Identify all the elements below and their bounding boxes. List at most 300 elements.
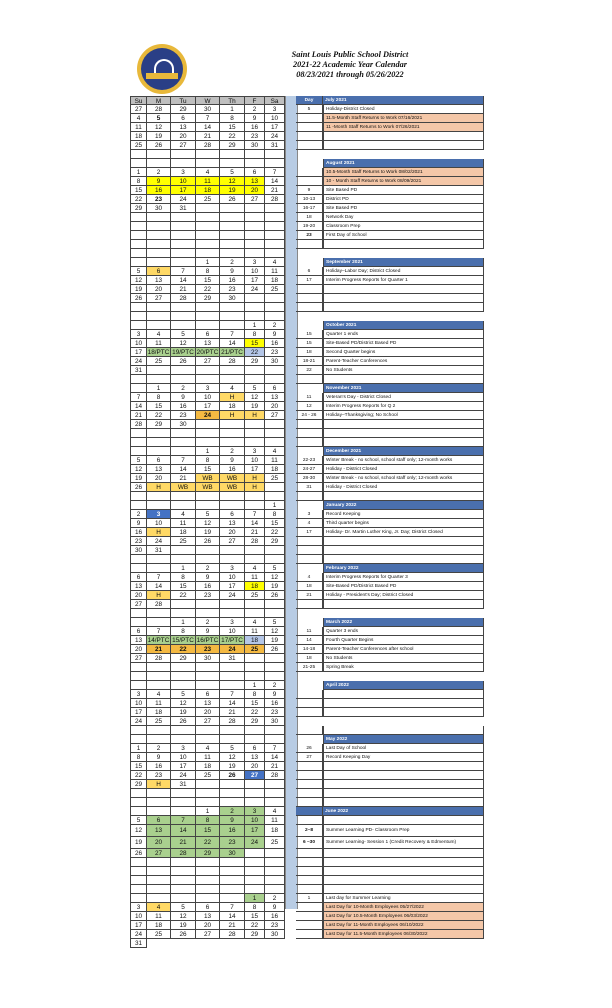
calendar-row bbox=[130, 456, 484, 465]
date-cell: 12 bbox=[130, 276, 147, 285]
date-cell bbox=[196, 231, 220, 240]
event-day bbox=[296, 438, 323, 447]
event-description: Summer Learning- Session 1 (Credit Recovery & Edmentum) bbox=[323, 837, 484, 849]
event-day: 14-18 bbox=[296, 645, 323, 654]
event-day bbox=[296, 285, 323, 294]
date-cell: 4 bbox=[196, 168, 220, 177]
date-cell: 26 bbox=[130, 294, 147, 303]
date-cell bbox=[265, 849, 285, 858]
event-day bbox=[296, 168, 323, 177]
date-cell bbox=[220, 735, 245, 744]
event-day: 18 bbox=[296, 654, 323, 663]
event-description bbox=[323, 429, 484, 438]
calendar-title bbox=[250, 50, 450, 80]
date-cell bbox=[265, 654, 285, 663]
date-cell: 20 bbox=[130, 645, 147, 654]
calendar-row bbox=[130, 798, 484, 807]
date-cell bbox=[220, 375, 245, 384]
date-cell: 4 bbox=[265, 447, 285, 456]
event-description: Veteran's Day - District Closed bbox=[323, 393, 484, 402]
weekday-label: M bbox=[147, 96, 171, 105]
date-cell bbox=[130, 885, 147, 894]
event-description: 10.5-Month Staff Returns to Work 08/02/2021 bbox=[323, 168, 484, 177]
date-cell bbox=[130, 438, 147, 447]
date-cell: 2 bbox=[130, 510, 147, 519]
event-description bbox=[323, 690, 484, 699]
date-cell: 5 bbox=[220, 744, 245, 753]
date-cell bbox=[147, 726, 171, 735]
weekday-label: Sa bbox=[265, 96, 285, 105]
date-cell: 9 bbox=[265, 690, 285, 699]
date-cell: 6 bbox=[245, 744, 265, 753]
event-day: 15 bbox=[296, 339, 323, 348]
calendar-row bbox=[130, 141, 484, 150]
date-cell bbox=[220, 312, 245, 321]
calendar-row bbox=[130, 912, 484, 921]
date-cell bbox=[220, 204, 245, 213]
date-cell bbox=[171, 492, 196, 501]
date-cell: 2 bbox=[220, 447, 245, 456]
date-cell: 28 bbox=[265, 771, 285, 780]
date-cell bbox=[265, 303, 285, 312]
date-cell bbox=[130, 807, 147, 816]
date-cell: 14 bbox=[196, 123, 220, 132]
date-cell bbox=[130, 867, 147, 876]
event-day: 3 bbox=[296, 510, 323, 519]
calendar-row bbox=[130, 690, 484, 699]
date-cell: 15 bbox=[147, 402, 171, 411]
date-cell: 27 bbox=[245, 771, 265, 780]
date-cell bbox=[147, 894, 171, 903]
date-cell bbox=[147, 303, 171, 312]
month-header: July 2021 bbox=[323, 96, 484, 105]
calendar-row bbox=[130, 789, 484, 798]
date-cell: 28 bbox=[220, 357, 245, 366]
date-cell bbox=[220, 780, 245, 789]
date-cell: 22 bbox=[171, 591, 196, 600]
date-cell bbox=[220, 438, 245, 447]
event-day bbox=[296, 141, 323, 150]
date-cell: H bbox=[147, 780, 171, 789]
date-cell bbox=[147, 735, 171, 744]
date-cell bbox=[130, 429, 147, 438]
date-cell: 15 bbox=[265, 519, 285, 528]
calendar-row bbox=[130, 222, 484, 231]
date-cell: 9 bbox=[171, 393, 196, 402]
calendar-row bbox=[130, 672, 484, 681]
date-cell: 18 bbox=[171, 528, 196, 537]
date-cell: 16 bbox=[147, 762, 171, 771]
calendar-row bbox=[130, 204, 484, 213]
calendar-row bbox=[130, 627, 484, 636]
date-cell: 21 bbox=[171, 474, 196, 483]
month-header: January 2022 bbox=[323, 501, 484, 510]
date-cell bbox=[171, 600, 196, 609]
date-cell: 24 bbox=[147, 537, 171, 546]
date-cell bbox=[130, 663, 147, 672]
date-cell bbox=[220, 726, 245, 735]
date-cell bbox=[245, 150, 265, 159]
date-cell: 4 bbox=[147, 690, 171, 699]
date-cell: 17 bbox=[196, 402, 220, 411]
date-cell: 2 bbox=[147, 744, 171, 753]
calendar-row bbox=[130, 867, 484, 876]
event-description bbox=[323, 780, 484, 789]
date-cell: 22 bbox=[265, 528, 285, 537]
date-cell: 11 bbox=[171, 519, 196, 528]
date-cell: 18 bbox=[265, 465, 285, 474]
date-cell: 3 bbox=[130, 690, 147, 699]
date-cell: 26 bbox=[265, 591, 285, 600]
weekday-label: Su bbox=[130, 96, 147, 105]
date-cell: 2 bbox=[265, 681, 285, 690]
event-day bbox=[296, 780, 323, 789]
date-cell: 26 bbox=[220, 195, 245, 204]
date-cell: 1 bbox=[130, 168, 147, 177]
date-cell: 25 bbox=[265, 837, 285, 849]
event-day: 1 bbox=[296, 894, 323, 903]
date-cell: 17 bbox=[245, 276, 265, 285]
event-description: Record Keeping Day bbox=[323, 753, 484, 762]
date-cell: 10 bbox=[245, 267, 265, 276]
date-cell: 26 bbox=[130, 849, 147, 858]
date-cell: 26 bbox=[130, 483, 147, 492]
event-day: 24-27 bbox=[296, 465, 323, 474]
event-description: Quarter 3 ends bbox=[323, 627, 484, 636]
event-description: Parent-Teacher Conferences bbox=[323, 357, 484, 366]
date-cell: 28 bbox=[196, 141, 220, 150]
date-cell: 7 bbox=[196, 114, 220, 123]
date-cell: 10 bbox=[171, 177, 196, 186]
date-cell bbox=[130, 798, 147, 807]
date-cell: 28 bbox=[130, 420, 147, 429]
date-cell bbox=[147, 555, 171, 564]
date-cell: 20 bbox=[265, 402, 285, 411]
date-cell bbox=[171, 807, 196, 816]
date-cell bbox=[130, 240, 147, 249]
event-description bbox=[323, 699, 484, 708]
date-cell: 3 bbox=[245, 258, 265, 267]
date-cell bbox=[245, 654, 265, 663]
calendar-row bbox=[130, 726, 484, 735]
date-cell: 16 bbox=[265, 912, 285, 921]
date-cell bbox=[196, 204, 220, 213]
date-cell bbox=[196, 609, 220, 618]
date-cell bbox=[265, 222, 285, 231]
date-cell: 17/PTC bbox=[220, 636, 245, 645]
event-day: 17 bbox=[296, 276, 323, 285]
date-cell: 6 bbox=[245, 168, 265, 177]
date-cell: 16 bbox=[220, 825, 245, 837]
date-cell bbox=[265, 249, 285, 258]
calendar-row bbox=[130, 885, 484, 894]
date-cell: 5 bbox=[196, 510, 220, 519]
date-cell: 21 bbox=[220, 921, 245, 930]
date-cell bbox=[171, 609, 196, 618]
date-cell: 16 bbox=[265, 699, 285, 708]
date-cell: 29 bbox=[130, 780, 147, 789]
date-cell bbox=[245, 492, 265, 501]
date-cell bbox=[245, 312, 265, 321]
date-cell: 12 bbox=[171, 699, 196, 708]
date-cell: 9 bbox=[265, 903, 285, 912]
date-cell bbox=[196, 420, 220, 429]
date-cell: 18 bbox=[196, 186, 220, 195]
date-cell: 28 bbox=[171, 849, 196, 858]
event-description: Site-Based PD/District Based PD bbox=[323, 582, 484, 591]
calendar-row bbox=[130, 555, 484, 564]
event-day: 26 bbox=[296, 744, 323, 753]
date-cell: 12 bbox=[265, 627, 285, 636]
event-day: 21 bbox=[296, 591, 323, 600]
weekday-label: Th bbox=[220, 96, 245, 105]
calendar-row bbox=[130, 474, 484, 483]
date-cell: 2 bbox=[265, 894, 285, 903]
date-cell: 15 bbox=[130, 762, 147, 771]
date-cell: 5 bbox=[245, 384, 265, 393]
date-cell bbox=[245, 501, 265, 510]
calendar-row bbox=[130, 573, 484, 582]
date-cell bbox=[265, 312, 285, 321]
date-cell: 28 bbox=[147, 654, 171, 663]
date-cell bbox=[220, 240, 245, 249]
date-cell: 15 bbox=[130, 186, 147, 195]
date-cell: 19 bbox=[220, 762, 245, 771]
date-cell: 15 bbox=[220, 123, 245, 132]
event-day bbox=[296, 303, 323, 312]
date-cell bbox=[265, 204, 285, 213]
date-cell: 14 bbox=[130, 402, 147, 411]
date-cell bbox=[220, 600, 245, 609]
date-cell: 26 bbox=[171, 357, 196, 366]
date-cell: 23 bbox=[196, 591, 220, 600]
calendar-row bbox=[130, 645, 484, 654]
calendar-row bbox=[130, 894, 484, 903]
date-cell bbox=[130, 681, 147, 690]
calendar-row bbox=[130, 708, 484, 717]
date-cell bbox=[245, 231, 265, 240]
date-cell bbox=[130, 222, 147, 231]
date-cell bbox=[196, 858, 220, 867]
date-cell bbox=[147, 663, 171, 672]
event-description: District PD bbox=[323, 195, 484, 204]
date-cell bbox=[196, 159, 220, 168]
date-cell: 4 bbox=[220, 384, 245, 393]
calendar-row bbox=[130, 177, 484, 186]
date-cell: 7 bbox=[147, 573, 171, 582]
date-cell bbox=[196, 867, 220, 876]
date-cell bbox=[130, 384, 147, 393]
date-cell bbox=[196, 375, 220, 384]
date-cell: 27 bbox=[196, 357, 220, 366]
date-cell: 15 bbox=[171, 582, 196, 591]
date-cell: 24 bbox=[245, 285, 265, 294]
event-day: 22-23 bbox=[296, 456, 323, 465]
calendar-row bbox=[130, 384, 484, 393]
event-day: 4 bbox=[296, 573, 323, 582]
event-description bbox=[323, 294, 484, 303]
date-cell bbox=[130, 858, 147, 867]
date-cell: 3 bbox=[220, 564, 245, 573]
date-cell: 13 bbox=[265, 393, 285, 402]
date-cell bbox=[245, 222, 265, 231]
event-description bbox=[323, 438, 484, 447]
date-cell: 14 bbox=[171, 825, 196, 837]
event-description bbox=[323, 492, 484, 501]
date-cell: 23 bbox=[220, 837, 245, 849]
event-description bbox=[323, 240, 484, 249]
date-cell bbox=[147, 312, 171, 321]
date-cell: 5 bbox=[171, 903, 196, 912]
date-cell: 21 bbox=[130, 411, 147, 420]
date-cell bbox=[220, 789, 245, 798]
date-cell bbox=[196, 366, 220, 375]
event-day bbox=[296, 546, 323, 555]
date-cell bbox=[171, 663, 196, 672]
calendar-row bbox=[130, 537, 484, 546]
date-cell bbox=[171, 894, 196, 903]
event-description: Second Quarter begins bbox=[323, 348, 484, 357]
date-cell bbox=[265, 159, 285, 168]
date-cell: 7 bbox=[130, 393, 147, 402]
date-cell bbox=[220, 555, 245, 564]
date-cell: 3 bbox=[171, 744, 196, 753]
date-cell bbox=[130, 618, 147, 627]
date-cell bbox=[265, 438, 285, 447]
date-cell bbox=[130, 726, 147, 735]
date-cell bbox=[196, 894, 220, 903]
event-description: Quarter 1 ends bbox=[323, 330, 484, 339]
event-day bbox=[296, 492, 323, 501]
date-cell bbox=[196, 555, 220, 564]
date-cell: 25 bbox=[265, 474, 285, 483]
date-cell bbox=[171, 321, 196, 330]
date-cell: 21/PTC bbox=[220, 348, 245, 357]
date-cell: 8 bbox=[171, 627, 196, 636]
date-cell: 24 bbox=[130, 357, 147, 366]
date-cell bbox=[147, 222, 171, 231]
date-cell bbox=[265, 672, 285, 681]
date-cell bbox=[196, 213, 220, 222]
date-cell bbox=[245, 858, 265, 867]
date-cell: 22 bbox=[245, 921, 265, 930]
event-day bbox=[296, 699, 323, 708]
date-cell: 7 bbox=[265, 168, 285, 177]
date-cell: 22 bbox=[245, 708, 265, 717]
date-cell: 28 bbox=[220, 717, 245, 726]
date-cell: 17 bbox=[171, 762, 196, 771]
date-cell bbox=[147, 681, 171, 690]
date-cell: 5 bbox=[220, 168, 245, 177]
date-cell: 11 bbox=[245, 573, 265, 582]
date-cell: 28 bbox=[245, 537, 265, 546]
event-day bbox=[296, 885, 323, 894]
date-cell: 12 bbox=[220, 753, 245, 762]
month-header: June 2022 bbox=[323, 807, 484, 816]
date-cell: 20 bbox=[245, 762, 265, 771]
calendar-row bbox=[130, 582, 484, 591]
date-cell: 24 bbox=[196, 411, 220, 420]
month-header: March 2022 bbox=[323, 618, 484, 627]
date-cell bbox=[196, 501, 220, 510]
date-cell: 12 bbox=[130, 825, 147, 837]
date-cell: 16 bbox=[220, 276, 245, 285]
date-cell bbox=[147, 159, 171, 168]
date-cell: 16 bbox=[265, 339, 285, 348]
date-cell: 1 bbox=[245, 681, 265, 690]
date-cell: 19 bbox=[265, 636, 285, 645]
event-description: First Day of School bbox=[323, 231, 484, 240]
date-cell: 31 bbox=[171, 204, 196, 213]
date-cell: 24 bbox=[245, 837, 265, 849]
event-day: 28-30 bbox=[296, 474, 323, 483]
date-cell bbox=[245, 798, 265, 807]
date-cell bbox=[147, 609, 171, 618]
event-description: Last Day for 10.5-Month Employees 06/03/2022 bbox=[323, 912, 484, 921]
date-cell: 29 bbox=[130, 204, 147, 213]
date-cell: 23 bbox=[220, 285, 245, 294]
date-cell: 31 bbox=[265, 141, 285, 150]
date-cell: 29 bbox=[265, 537, 285, 546]
calendar-row bbox=[130, 600, 484, 609]
date-cell: 5 bbox=[130, 816, 147, 825]
event-day bbox=[296, 789, 323, 798]
event-description bbox=[323, 876, 484, 885]
calendar-row bbox=[130, 930, 484, 939]
calendar-row bbox=[130, 837, 484, 849]
event-description bbox=[323, 546, 484, 555]
date-cell bbox=[196, 249, 220, 258]
date-cell: 15 bbox=[196, 465, 220, 474]
calendar-row bbox=[130, 903, 484, 912]
date-cell bbox=[130, 894, 147, 903]
date-cell bbox=[147, 150, 171, 159]
date-cell: 30 bbox=[220, 294, 245, 303]
date-cell bbox=[147, 867, 171, 876]
date-cell bbox=[220, 222, 245, 231]
date-cell: 14 bbox=[265, 177, 285, 186]
title-range: 08/23/2021 through 05/26/2022 bbox=[296, 70, 404, 79]
date-cell bbox=[171, 429, 196, 438]
date-cell bbox=[171, 885, 196, 894]
date-cell: 20 bbox=[196, 708, 220, 717]
event-day bbox=[296, 555, 323, 564]
date-cell bbox=[196, 150, 220, 159]
calendar-row bbox=[130, 429, 484, 438]
event-description bbox=[323, 141, 484, 150]
date-cell: 24 bbox=[130, 930, 147, 939]
date-cell: 8 bbox=[171, 573, 196, 582]
date-cell bbox=[265, 375, 285, 384]
date-cell bbox=[171, 546, 196, 555]
date-cell bbox=[130, 789, 147, 798]
date-cell: 16 bbox=[171, 402, 196, 411]
calendar-row bbox=[130, 321, 484, 330]
calendar-row bbox=[130, 186, 484, 195]
date-cell bbox=[265, 546, 285, 555]
date-cell bbox=[171, 876, 196, 885]
event-day bbox=[296, 600, 323, 609]
date-cell: 21 bbox=[196, 132, 220, 141]
date-cell: 17 bbox=[220, 582, 245, 591]
title-year: 2021-22 Academic Year Calendar bbox=[292, 60, 408, 69]
date-cell: 21 bbox=[265, 762, 285, 771]
calendar-row bbox=[130, 780, 484, 789]
date-cell: 19 bbox=[220, 186, 245, 195]
calendar-row bbox=[130, 168, 484, 177]
date-cell: 22 bbox=[196, 285, 220, 294]
date-cell: 18 bbox=[245, 582, 265, 591]
